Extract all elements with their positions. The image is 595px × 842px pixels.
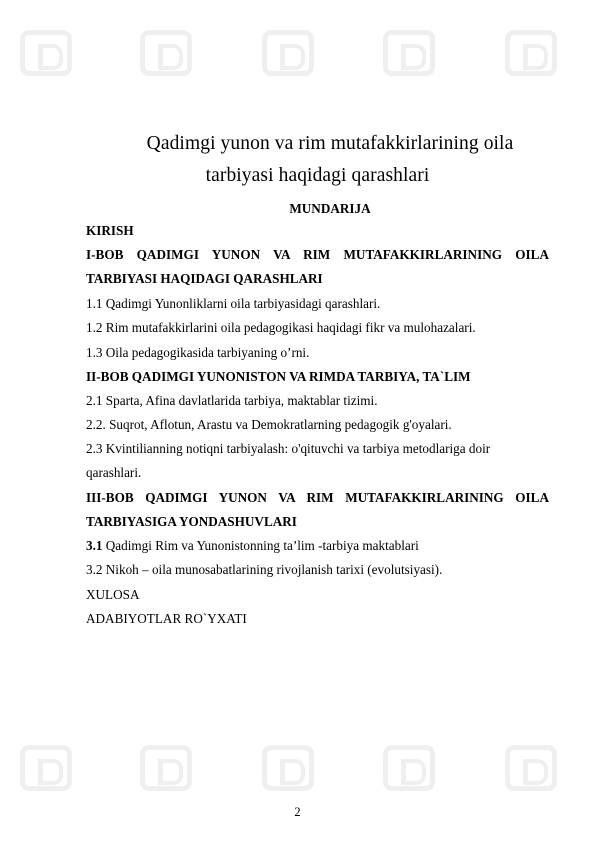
toc-chapter-1-cont: TARBIYASI HAQIDAGI QARASHLARI <box>86 271 323 286</box>
toc-section-3-1 <box>86 537 549 555</box>
toc-section-2-1: 2.1 Sparta, Afina davlatlarida tarbiya, maktablar tizimi. <box>86 393 378 408</box>
toc-chapter-1: I-BOB QADIMGI YUNON VA RIM MUTAFAKKIRLARINING OILA <box>86 247 549 262</box>
toc-references: ADABIYOTLAR RO`YXATI <box>86 611 247 626</box>
toc-chapter-3: III-BOB QADIMGI YUNON VA RIM MUTAFAKKIRLARINING OILA <box>86 490 549 505</box>
toc-section-3-1-number: 3.1 <box>86 538 103 553</box>
toc-section-2-3-cont: qarashlari. <box>86 465 142 480</box>
watermark-logo-icon <box>262 745 314 791</box>
watermark-logo-icon <box>383 745 435 791</box>
toc-chapter-2: II-BOB QADIMGI YUNONISTON VA RIMDA TARBIYA, TA`LIM <box>86 369 471 384</box>
document-title-line-2: tarbiyasi haqidagi qarashlari <box>205 165 430 186</box>
toc-section-3-2: 3.2 Nikoh – oila munosabatlarining rivojlanish tarixi (evolutsiyasi). <box>86 562 443 577</box>
watermark-logo-icon <box>20 745 72 791</box>
document-title-line-1: Qadimgi yunon va rim mutafakkirlarining oila <box>146 133 514 154</box>
watermark-logo-icon <box>140 30 192 76</box>
page-number: 2 <box>294 805 301 819</box>
toc-section-1-2: 1.2 Rim mutafakkirlarini oila pedagogikasi haqidagi fikr va mulohazalari. <box>86 320 476 335</box>
watermark-logo-icon <box>20 30 72 76</box>
watermark-logo-icon <box>505 745 557 791</box>
watermark-logo-icon <box>383 30 435 76</box>
watermark-logo-icon <box>262 30 314 76</box>
toc-section-2-2: 2.2. Suqrot, Aflotun, Arastu va Demokratlarning pedagogik g'oyalari. <box>86 417 452 432</box>
watermark-logo-icon <box>140 745 192 791</box>
toc-conclusion: XULOSA <box>86 587 140 602</box>
toc-intro: KIRISH <box>86 223 134 238</box>
toc-chapter-3-cont: TARBIYASIGA YONDASHUVLARI <box>86 514 297 529</box>
toc-section-2-3: 2.3 Kvintilianning notiqni tarbiyalash: o'qituvchi va tarbiya metodlariga doir <box>86 441 491 456</box>
watermark-logo-icon <box>505 30 557 76</box>
contents-heading: MUNDARIJA <box>289 201 371 216</box>
toc-section-1-3: 1.3 Oila pedagogikasida tarbiyaning o’rni. <box>86 345 310 360</box>
toc-section-1-1: 1.1 Qadimgi Yunonliklarni oila tarbiyasidagi qarashlari. <box>86 296 381 311</box>
toc-section-3-1-text: Qadimgi Rim va Yunonistonning ta’lim -tarbiya maktablari <box>102 538 419 553</box>
